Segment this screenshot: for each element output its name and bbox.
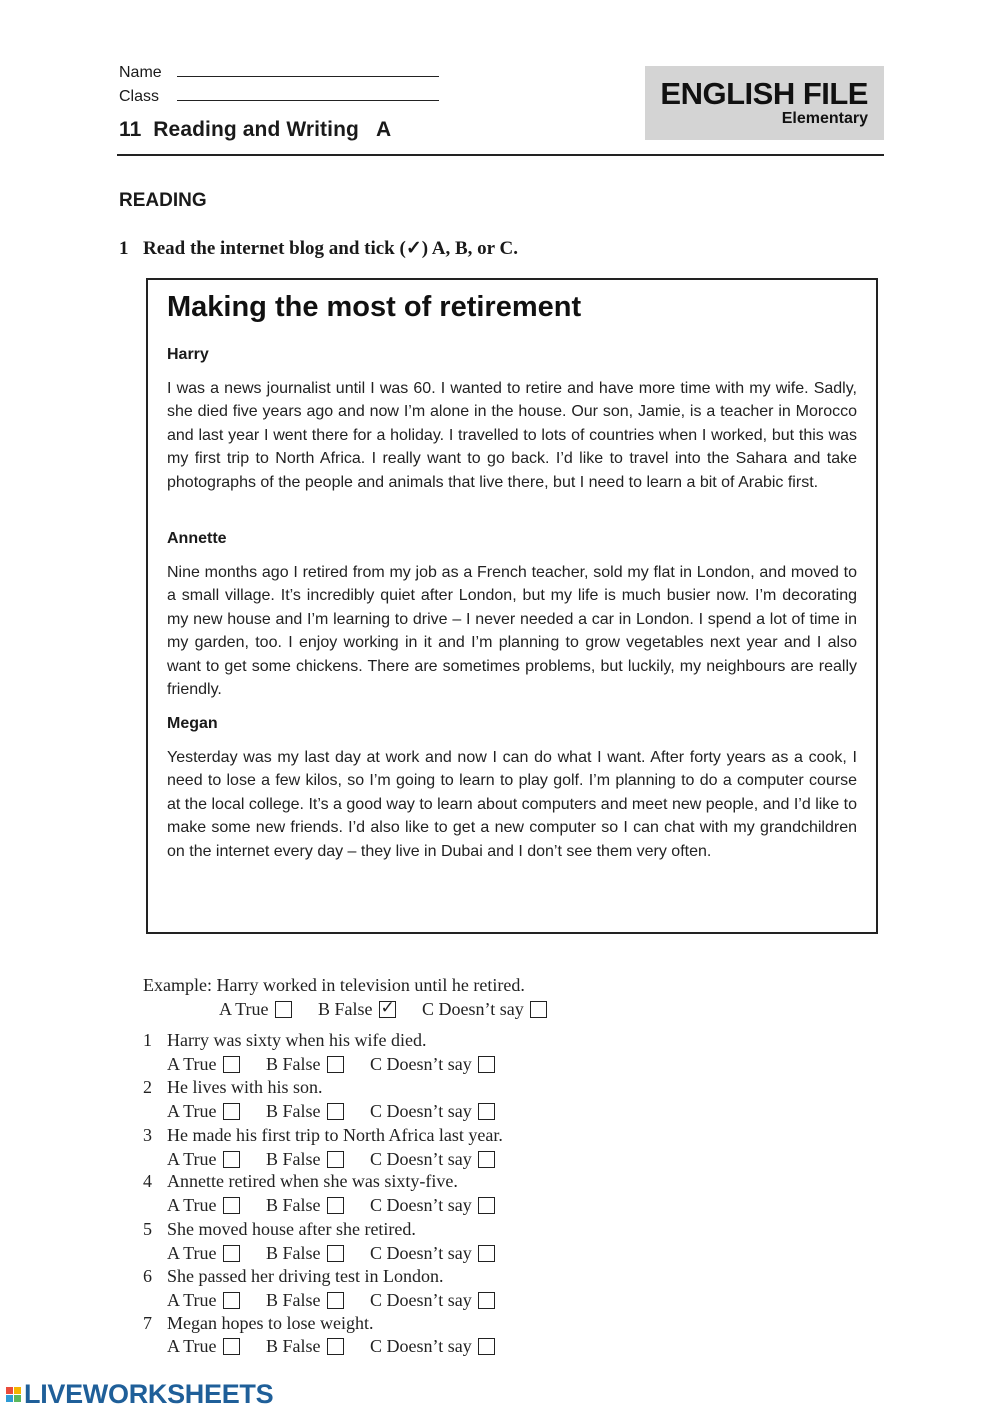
- brand-level: Elementary: [781, 110, 868, 127]
- checkbox-b[interactable]: [327, 1338, 344, 1355]
- liveworksheets-logo[interactable]: [6, 1378, 273, 1410]
- option-b: B False: [266, 1054, 344, 1075]
- instruction-number: 1: [119, 238, 129, 259]
- name-line[interactable]: [177, 64, 439, 77]
- example-option-b: B False ✓: [318, 998, 395, 1019]
- question-number: 6: [143, 1266, 152, 1286]
- checkbox-c[interactable]: [478, 1197, 495, 1214]
- question-3: [143, 1125, 503, 1146]
- question-text: She moved house after she retired.: [167, 1219, 416, 1239]
- option-a: A True: [167, 1149, 240, 1170]
- class-line[interactable]: [177, 88, 439, 101]
- option-b: B False: [266, 1243, 344, 1264]
- example-checkbox-b[interactable]: [379, 998, 396, 1018]
- option-c: C Doesn’t say: [370, 1195, 495, 1216]
- question-1: [143, 1030, 426, 1051]
- checkbox-a[interactable]: [223, 1338, 240, 1355]
- checkbox-c[interactable]: [478, 1151, 495, 1168]
- question-4-options: [167, 1195, 517, 1216]
- question-5-options: [167, 1243, 517, 1264]
- checkbox-a[interactable]: [223, 1103, 240, 1120]
- example-checkbox-a[interactable]: [275, 1001, 292, 1018]
- option-b: B False: [266, 1101, 344, 1122]
- author-annette: Annette: [167, 530, 227, 547]
- logo-grid-icon: [6, 1387, 21, 1402]
- question-6: [143, 1266, 443, 1287]
- instruction-text: Read the internet blog and tick (✓) A, B, or C.: [143, 238, 518, 259]
- check-icon: ✓: [380, 998, 395, 1017]
- option-a: A True: [167, 1195, 240, 1216]
- instruction: [119, 237, 518, 260]
- class-field: [119, 88, 439, 106]
- checkbox-a[interactable]: [223, 1292, 240, 1309]
- option-c: C Doesn’t say: [370, 1149, 495, 1170]
- blog-box: [146, 278, 878, 934]
- option-b: B False: [266, 1149, 344, 1170]
- author-harry: Harry: [167, 346, 209, 363]
- paragraph-megan: Yesterday was my last day at work and now I can do what I want. After forty years as a cook, I need to lose a few kilos, so I’m going to learn to play golf. I’m planning to do a computer course at the local college. It’s a good way to learn about computers and meet new people, and I’d like to make some new friends. I’d also like to get a new computer so I can chat with my grandchildren on the internet every day – they live in Dubai and I don’t see them very often.: [167, 749, 857, 860]
- brand-title: ENGLISH FILE: [660, 76, 868, 111]
- option-a: A True: [167, 1101, 240, 1122]
- question-text: He made his first trip to North Africa last year.: [167, 1125, 503, 1145]
- question-number: 5: [143, 1219, 152, 1239]
- example-checkbox-c[interactable]: [530, 1001, 547, 1018]
- unit-title: 11 Reading and Writing A: [119, 118, 392, 141]
- option-a: A True: [167, 1243, 240, 1264]
- class-label: Class: [119, 88, 160, 105]
- question-number: 7: [143, 1313, 152, 1333]
- checkbox-b[interactable]: [327, 1197, 344, 1214]
- question-2: [143, 1077, 323, 1098]
- section-heading: READING: [119, 190, 207, 211]
- option-c: C Doesn’t say: [370, 1054, 495, 1075]
- question-7: [143, 1313, 373, 1334]
- checkbox-b[interactable]: [327, 1245, 344, 1262]
- example-statement: Example: Harry worked in television until he retired.: [143, 975, 525, 995]
- option-c: C Doesn’t say: [370, 1101, 495, 1122]
- question-4: [143, 1171, 458, 1192]
- option-c: C Doesn’t say: [370, 1290, 495, 1311]
- checkbox-c[interactable]: [478, 1338, 495, 1355]
- example-option-c: C Doesn’t say: [422, 999, 547, 1020]
- brand-logo: [645, 66, 884, 140]
- question-7-options: [167, 1336, 517, 1357]
- question-number: 1: [143, 1030, 152, 1050]
- question-text: She passed her driving test in London.: [167, 1266, 444, 1286]
- question-number: 4: [143, 1171, 152, 1191]
- paragraph-annette: Nine months ago I retired from my job as a French teacher, sold my flat in London, and moved to a small village. It’s incredibly quiet after London, but my life is much busier now. I’m decorating my new house and I’m learning to drive – I never needed a car in London. I spend a lot of time in my garden, too. I enjoy working in it and I’m planning to grow vegetables next year and I also want to get some chickens. There are sometimes problems, but luckily, my neighbours are really friendly.: [167, 564, 857, 699]
- question-5: [143, 1219, 416, 1240]
- question-text: He lives with his son.: [167, 1077, 323, 1097]
- question-text: Harry was sixty when his wife died.: [167, 1030, 427, 1050]
- name-field: [119, 64, 439, 82]
- question-1-options: [167, 1054, 517, 1075]
- option-c: C Doesn’t say: [370, 1243, 495, 1264]
- checkbox-c[interactable]: [478, 1245, 495, 1262]
- checkbox-c[interactable]: [478, 1056, 495, 1073]
- option-b: B False: [266, 1290, 344, 1311]
- question-text: Annette retired when she was sixty-five.: [167, 1171, 458, 1191]
- question-text: Megan hopes to lose weight.: [167, 1313, 374, 1333]
- checkbox-a[interactable]: [223, 1151, 240, 1168]
- option-b: B False: [266, 1195, 344, 1216]
- option-a: A True: [167, 1290, 240, 1311]
- question-number: 3: [143, 1125, 152, 1145]
- checkbox-b[interactable]: [327, 1151, 344, 1168]
- checkbox-b[interactable]: [327, 1292, 344, 1309]
- option-a: A True: [167, 1336, 240, 1357]
- question-6-options: [167, 1290, 517, 1311]
- option-c: C Doesn’t say: [370, 1336, 495, 1357]
- logo-text: LIVEWORKSHEETS: [24, 1378, 274, 1409]
- option-a: A True: [167, 1054, 240, 1075]
- checkbox-b[interactable]: [327, 1056, 344, 1073]
- checkbox-a[interactable]: [223, 1197, 240, 1214]
- checkbox-a[interactable]: [223, 1245, 240, 1262]
- checkbox-c[interactable]: [478, 1103, 495, 1120]
- author-megan: Megan: [167, 715, 218, 732]
- question-number: 2: [143, 1077, 152, 1097]
- checkbox-a[interactable]: [223, 1056, 240, 1073]
- header-divider: [117, 154, 884, 156]
- checkbox-b[interactable]: [327, 1103, 344, 1120]
- blog-title: Making the most of retirement: [167, 291, 582, 323]
- paragraph-harry: I was a news journalist until I was 60. I wanted to retire and have more time with my wife. Sadly, she died five years ago and now I’m alone in the house. Our son, Jamie, is a teacher in Morocco and last year I went there for a holiday. I travelled to lots of countries when I worked, but this was my first trip to North Africa. I really want to go back. I’d like to travel into the Sahara and take photographs of the people and animals that live there, but I need to learn a bit of Arabic first.: [167, 380, 857, 491]
- name-label: Name: [119, 64, 162, 81]
- example-options: [219, 999, 569, 1020]
- checkbox-c[interactable]: [478, 1292, 495, 1309]
- question-3-options: [167, 1149, 517, 1170]
- example-option-a: A True: [219, 999, 292, 1020]
- question-2-options: [167, 1101, 517, 1122]
- option-b: B False: [266, 1336, 344, 1357]
